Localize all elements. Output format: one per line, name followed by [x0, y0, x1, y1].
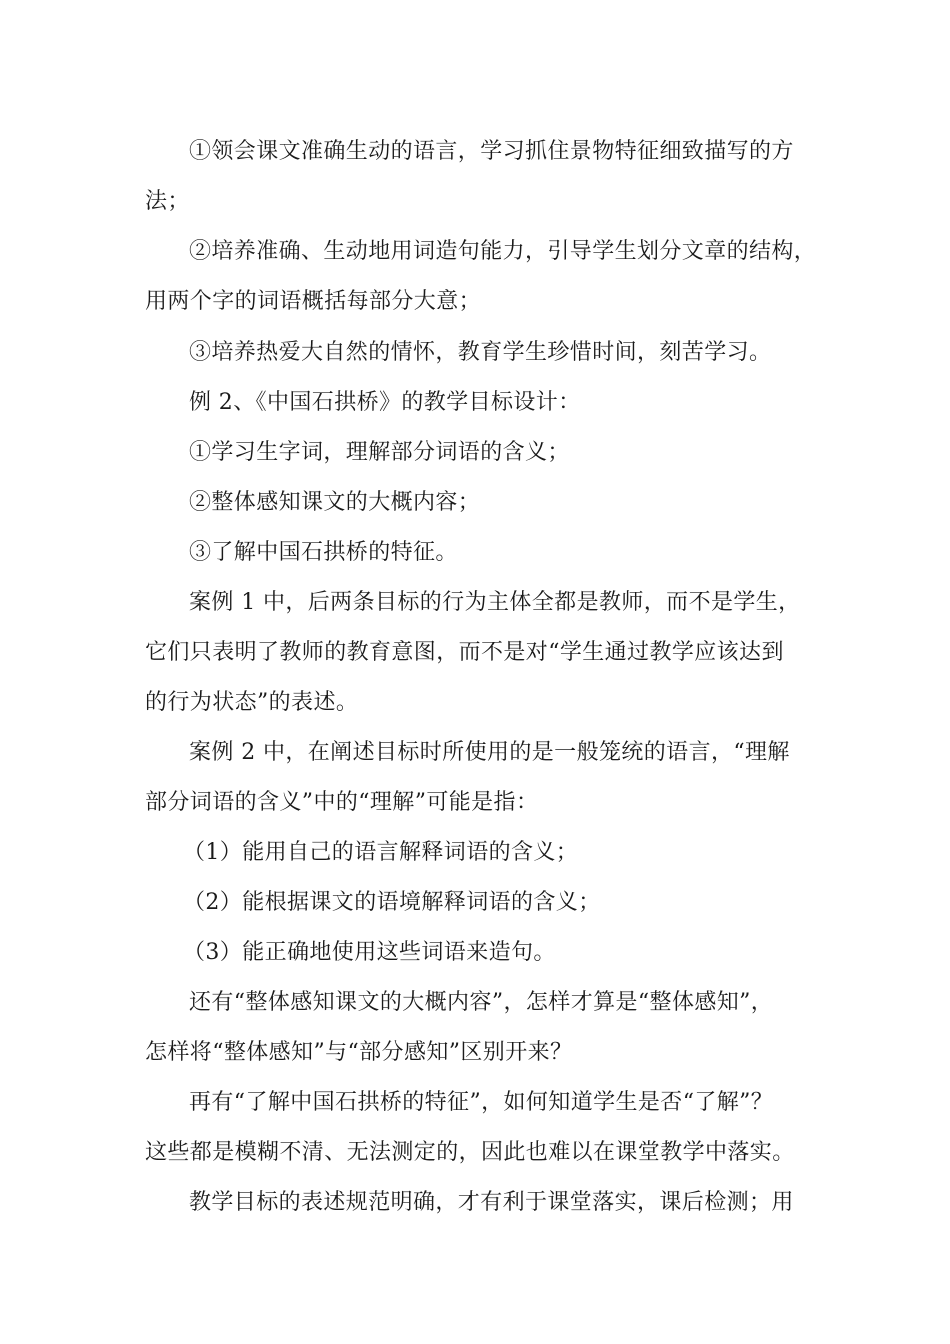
text-line: ③了解中国石拱桥的特征。 — [189, 540, 458, 565]
text-line: （1）能用自己的语言解释词语的含义； — [183, 840, 579, 865]
text-line: 再有“了解中国石拱桥的特征”，如何知道学生是否“了解”？ — [189, 1090, 774, 1115]
text-line: 部分词语的含义”中的“理解”可能是指： — [145, 790, 539, 815]
text-line: （3）能正确地使用这些词语来造句。 — [183, 940, 556, 965]
text-line: （2）能根据课文的语境解释词语的含义； — [183, 890, 601, 915]
text-line: 法； — [145, 189, 190, 214]
text-line: 怎样将“整体感知”与“部分感知”区别开来？ — [145, 1040, 573, 1065]
text-line: 它们只表明了教师的教育意图，而不是对“学生通过教学应该达到 — [145, 640, 784, 665]
text-line: ③培养热爱大自然的情怀，教育学生珍惜时间，刻苦学习。 — [189, 340, 772, 365]
text-line: 这些都是模糊不清、无法测定的，因此也难以在课堂教学中落实。 — [145, 1140, 795, 1165]
text-line: 的行为状态”的表述。 — [145, 690, 359, 715]
text-line: ②培养准确、生动地用词造句能力，引导学生划分文章的结构， — [189, 239, 817, 264]
text-line: 案例 1 中，后两条目标的行为主体全都是教师，而不是学生， — [189, 590, 801, 615]
text-line: 还有“整体感知课文的大概内容”，怎样才算是“整体感知”， — [189, 990, 774, 1015]
text-line: 教学目标的表述规范明确，才有利于课堂落实，课后检测；用 — [189, 1190, 794, 1215]
text-line: 用两个字的词语概括每部分大意； — [145, 289, 482, 314]
text-line: 例 2、《中国石拱桥》的教学目标设计： — [189, 390, 581, 415]
text-line: ①学习生字词，理解部分词语的含义； — [189, 440, 570, 465]
text-line: ①领会课文准确生动的语言，学习抓住景物特征细致描写的方 — [189, 139, 794, 164]
text-line: 案例 2 中，在阐述目标时所使用的是一般笼统的语言，“理解 — [189, 740, 790, 765]
text-line: ②整体感知课文的大概内容； — [189, 490, 481, 515]
